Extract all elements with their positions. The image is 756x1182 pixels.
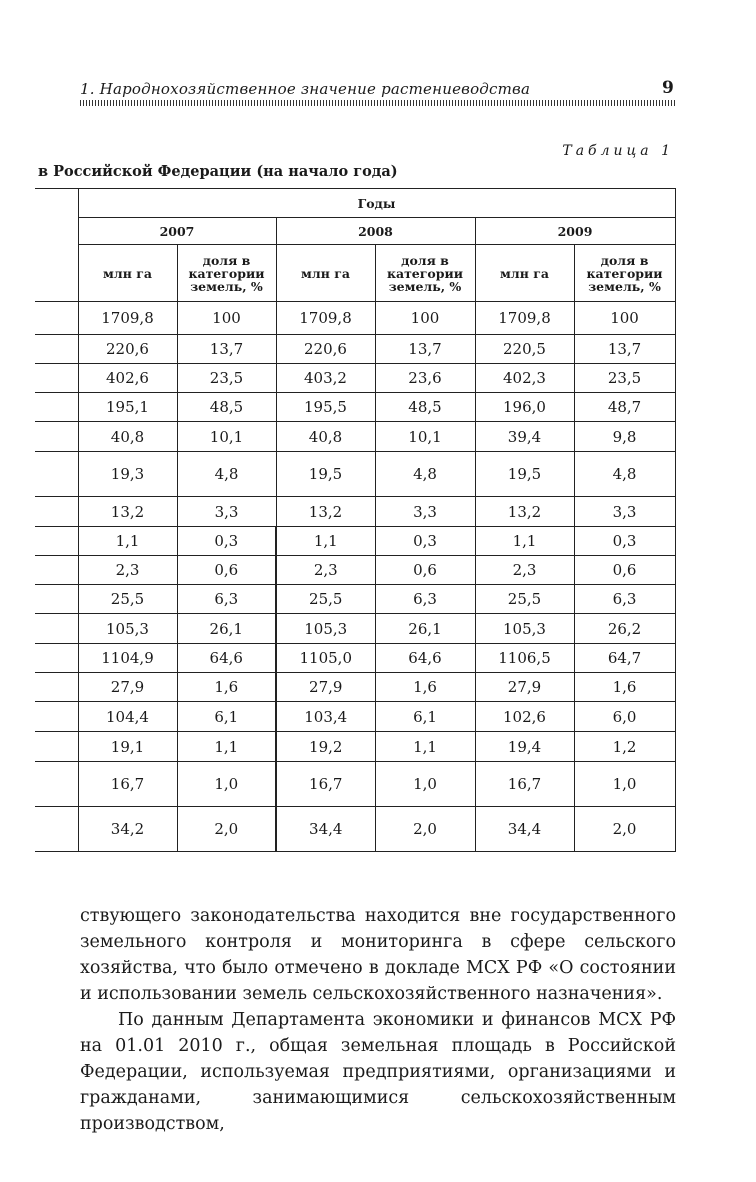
- year-2008-header: 2008: [276, 218, 475, 245]
- table-cell: 105,3: [78, 614, 177, 644]
- year-2007-header: 2007: [78, 218, 276, 245]
- table-cell: 2,3: [475, 556, 574, 585]
- row-label-header: [35, 189, 78, 302]
- table-body: [35, 302, 675, 852]
- table-cell: 16,7: [78, 762, 177, 807]
- table-cell: 13,2: [475, 497, 574, 527]
- table-cell: 100: [574, 302, 675, 335]
- row-label-cell: [35, 497, 78, 527]
- table-cell: 4,8: [177, 452, 276, 497]
- table-cell: 195,1: [78, 393, 177, 422]
- table-cell: 13,2: [276, 497, 375, 527]
- row-label-cell: [35, 644, 78, 673]
- table-cell: 34,4: [475, 807, 574, 852]
- body-text: [80, 903, 676, 1137]
- table-cell: 48,5: [375, 393, 475, 422]
- table-cell: 23,5: [574, 364, 675, 393]
- table-cell: 13,2: [78, 497, 177, 527]
- row-label-cell: [35, 585, 78, 614]
- table-cell: 1,1: [475, 527, 574, 556]
- table-cell: 0,3: [574, 527, 675, 556]
- table-cell: 2,0: [574, 807, 675, 852]
- table-cell: 3,3: [177, 497, 276, 527]
- table-cell: 27,9: [475, 673, 574, 702]
- table-cell: 1,2: [574, 732, 675, 762]
- table-cell: 220,6: [276, 335, 375, 364]
- table-cell: 40,8: [78, 422, 177, 452]
- table-cell: 220,5: [475, 335, 574, 364]
- table-cell: 105,3: [276, 614, 375, 644]
- row-label-cell: [35, 762, 78, 807]
- table-cell: 103,4: [276, 702, 375, 732]
- table-cell: 64,7: [574, 644, 675, 673]
- table-cell: 1,1: [78, 527, 177, 556]
- year-2009-header: 2009: [475, 218, 675, 245]
- table-cell: 1,6: [574, 673, 675, 702]
- table-cell: 0,6: [574, 556, 675, 585]
- table-cell: 195,5: [276, 393, 375, 422]
- table-cell: 39,4: [475, 422, 574, 452]
- col-mln-ha: млн га: [276, 245, 375, 302]
- row-label-cell: [35, 335, 78, 364]
- table-cell: 6,3: [375, 585, 475, 614]
- table-cell: 4,8: [375, 452, 475, 497]
- table-cell: 9,8: [574, 422, 675, 452]
- table-row: [35, 807, 675, 852]
- row-label-cell: [35, 556, 78, 585]
- table-row: [35, 393, 675, 422]
- table-cell: 402,6: [78, 364, 177, 393]
- table-cell: 64,6: [375, 644, 475, 673]
- table-row: [35, 302, 675, 335]
- land-area-table: [35, 188, 676, 852]
- table-row: [35, 673, 675, 702]
- table-row: [35, 614, 675, 644]
- table-cell: 13,7: [177, 335, 276, 364]
- table-cell: 23,6: [375, 364, 475, 393]
- table-cell: 3,3: [574, 497, 675, 527]
- table-cell: 19,2: [276, 732, 375, 762]
- table-cell: 1104,9: [78, 644, 177, 673]
- table-row: [35, 497, 675, 527]
- table-cell: 6,1: [375, 702, 475, 732]
- table-row: [35, 335, 675, 364]
- table-cell: 1,6: [177, 673, 276, 702]
- table-cell: 196,0: [475, 393, 574, 422]
- table-cell: 10,1: [375, 422, 475, 452]
- table-cell: 100: [375, 302, 475, 335]
- table-cell: 1,1: [276, 527, 375, 556]
- table-cell: 34,4: [276, 807, 375, 852]
- table-cell: 220,6: [78, 335, 177, 364]
- table-row: [35, 585, 675, 614]
- table-cell: 13,7: [574, 335, 675, 364]
- table-cell: 19,4: [475, 732, 574, 762]
- row-label-cell: [35, 702, 78, 732]
- table-cell: 2,3: [276, 556, 375, 585]
- table-row: [35, 527, 675, 556]
- table-row: [35, 422, 675, 452]
- col-mln-ha: млн га: [475, 245, 574, 302]
- table-cell: 1709,8: [475, 302, 574, 335]
- col-share: доля в категории земель, %: [574, 245, 675, 302]
- table-cell: 19,3: [78, 452, 177, 497]
- table-cell: 26,2: [574, 614, 675, 644]
- col-share: доля в категории земель, %: [375, 245, 475, 302]
- row-label-cell: [35, 393, 78, 422]
- table-cell: 4,8: [574, 452, 675, 497]
- table-cell: 100: [177, 302, 276, 335]
- row-label-cell: [35, 614, 78, 644]
- row-label-cell: [35, 364, 78, 393]
- table-cell: 19,5: [276, 452, 375, 497]
- table-cell: 25,5: [78, 585, 177, 614]
- table-cell: 1,0: [177, 762, 276, 807]
- table-cell: 6,1: [177, 702, 276, 732]
- table-cell: 1709,8: [78, 302, 177, 335]
- table-cell: 1105,0: [276, 644, 375, 673]
- table-cell: 48,5: [177, 393, 276, 422]
- table-cell: 26,1: [177, 614, 276, 644]
- col-mln-ha: млн га: [78, 245, 177, 302]
- table-cell: 105,3: [475, 614, 574, 644]
- table-cell: 2,0: [375, 807, 475, 852]
- table-cell: 16,7: [276, 762, 375, 807]
- table-cell: 6,3: [177, 585, 276, 614]
- table-cell: 64,6: [177, 644, 276, 673]
- row-label-cell: [35, 302, 78, 335]
- table-row: [35, 556, 675, 585]
- table-cell: 104,4: [78, 702, 177, 732]
- table-cell: 25,5: [475, 585, 574, 614]
- table-cell: 0,3: [375, 527, 475, 556]
- row-label-cell: [35, 422, 78, 452]
- table-row: [35, 364, 675, 393]
- table-cell: 34,2: [78, 807, 177, 852]
- table-cell: 3,3: [375, 497, 475, 527]
- table-cell: 40,8: [276, 422, 375, 452]
- table-row: [35, 732, 675, 762]
- table-row: [35, 644, 675, 673]
- table-cell: 403,2: [276, 364, 375, 393]
- table-cell: 0,6: [375, 556, 475, 585]
- table-cell: 1,1: [375, 732, 475, 762]
- table-cell: 1,1: [177, 732, 276, 762]
- table-cell: 1709,8: [276, 302, 375, 335]
- row-label-cell: [35, 452, 78, 497]
- table-cell: 13,7: [375, 335, 475, 364]
- chapter-title: 1. Народнохозяйственное значение растениеводства: [80, 80, 531, 98]
- row-label-cell: [35, 732, 78, 762]
- table-cell: 26,1: [375, 614, 475, 644]
- table-cell: 19,1: [78, 732, 177, 762]
- table-cell: 1106,5: [475, 644, 574, 673]
- table-caption: в Российской Федерации (на начало года): [38, 163, 398, 180]
- table-cell: 1,6: [375, 673, 475, 702]
- table-cell: 25,5: [276, 585, 375, 614]
- table-cell: 1,0: [375, 762, 475, 807]
- header-rule: [80, 100, 676, 106]
- table-cell: 402,3: [475, 364, 574, 393]
- paragraph: По данным Департамента экономики и финансов МСХ РФ на 01.01 2010 г., общая земельная площадь в Российской Федерации, используемая предприятиями, организациями и гражданами, занимающимися сельскохозяйственным производством,: [80, 1010, 676, 1134]
- table-cell: 6,0: [574, 702, 675, 732]
- years-header: Годы: [78, 189, 675, 218]
- table-cell: 102,6: [475, 702, 574, 732]
- table-cell: 27,9: [78, 673, 177, 702]
- table-cell: 10,1: [177, 422, 276, 452]
- page-number: 9: [661, 78, 674, 98]
- table-cell: 2,0: [177, 807, 276, 852]
- table-cell: 0,3: [177, 527, 276, 556]
- table-cell: 1,0: [574, 762, 675, 807]
- running-header: [80, 78, 676, 100]
- paragraph: ствующего законодательства находится вне государственного земельного контроля и мониторинга в сфере сельского хозяйства, что было отмечено в докладе МСХ РФ «О состоянии и использовании земель сельскохозяйственного назначения».: [80, 906, 676, 1004]
- row-label-cell: [35, 673, 78, 702]
- table-row: [35, 702, 675, 732]
- table-cell: 27,9: [276, 673, 375, 702]
- table-cell: 16,7: [475, 762, 574, 807]
- table-label: Таблица 1: [562, 143, 674, 159]
- table-cell: 2,3: [78, 556, 177, 585]
- table-cell: 23,5: [177, 364, 276, 393]
- table-cell: 48,7: [574, 393, 675, 422]
- table-cell: 19,5: [475, 452, 574, 497]
- table-row: [35, 452, 675, 497]
- col-share: доля в категории земель, %: [177, 245, 276, 302]
- table-row: [35, 762, 675, 807]
- row-label-cell: [35, 527, 78, 556]
- table-cell: 6,3: [574, 585, 675, 614]
- table-cell: 0,6: [177, 556, 276, 585]
- row-label-cell: [35, 807, 78, 852]
